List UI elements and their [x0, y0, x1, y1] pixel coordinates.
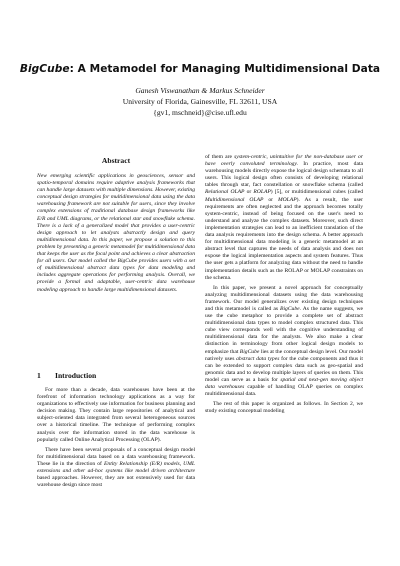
- section-heading-introduction: [37, 371, 195, 380]
- affiliation: University of Florida, Gainesville, FL 32611, USA: [122, 97, 278, 106]
- abstract-body: [37, 173, 195, 294]
- right-paragraph-3: The rest of this paper is organized as follows. In Section 2, we study existing conceptual modeling: [205, 401, 363, 415]
- right-paragraph-2: In this paper, we present a novel approach for conceptually analyzing multidimensional datasets using the data warehousing framework. Our model generalizes over existing design techniques and this metamodel is called as BigCube. As the name suggests, we use the cube metaphor to provide a complete set of abstract multidimensional data types to model complex structured data. This cube view corresponds well with the cognitive understanding of multidimensional data for the analysts. We also make a clear distinction in terminology from other logical design models to emphasize that BigCube lies at the conceptual design level. Our model natively uses abstract data types for the cube components and thus it can be extended to support complex data such as geo-spatial and genomic data and to develop multiple layers of queries on them. This model can serve as a basis for spatial and next-gen moving object data warehouses capable of handling OLAP queries on complex multidimensional data.: [205, 284, 364, 398]
- intro-paragraph-1: For more than a decade, data warehouses have been at the forefront of information technology applications as a way for organizations to effectively use information for business planning and decision making. They contain large repositories of analytical and subject-oriented data integrated from several heterogeneous sources over a historical timeline. The technique of performing complex analysis over the information stored in the data warehouse is popularly called Online Analytical Processing (OLAP).: [37, 387, 195, 443]
- author-email: {gv1, mschneid}@cise.ufl.edu: [153, 108, 247, 117]
- title-bigcube: BigCube: [19, 63, 70, 75]
- paper-title: [0, 63, 400, 75]
- abstract-text: New emerging scientific applications in geosciences, sensor and spatio-temporal domains require adaptive analysis frameworks that can handle large datasets with multiple dimensions. However, existing conceptual design strategies for multidimensional data using the data warehousing framework are not suitable for users, since they involve complex extensions of traditional database design frameworks like E/R and UML diagrams, or the relational star and snowflake schema. There is a lack of a generalized model that provides a user-centric design approach to let analysts abstractly design and query multidimensional data. In this paper, we propose a solution to this problem by presenting a generic metamodel for multidimensional data that keeps the user as the focal point and achieves a clear abstraction for all users. Our model called the BigCube provides users with a set of multidimensional abstract data types for data modeling and includes aggregate operations for performing analysis. Overall, we provide a formal and adaptable, user-centric data warehouse modeling approach to handle large multidimensional datasets.: [37, 173, 195, 293]
- right-column: [205, 154, 363, 415]
- section-number: 1: [37, 371, 41, 380]
- authors: Ganesh Viswanathan & Markus Schneider: [135, 86, 265, 95]
- introduction-body: [37, 387, 195, 489]
- section-title: Introduction: [55, 371, 97, 380]
- right-paragraph-1: of them are system-centric, unintuitive for the non-database user or have overly convoluted terminology. In practice, most data warehousing models directly expose the logical design schemata to all users. This logical design often consists of developing relational tables through star, fact constellation or snowflake schema (called Relational OLAP or ROLAP) [5], or multidimensional cubes (called Multidimensional OLAP or MOLAP). As a result, the user requirements are often neglected and the approach becomes totally system-centric, instead of being focused on the user's need to understand and analyze the complex datasets. Moreover, such direct implementation strategies can lead to an inefficient translation of the data analysis requirements into the design schema. A better approach for multidimensional data modeling is a generic metamodel at an abstract level that captures the needs of data analysis and does not expose the logical implementation aspects and system features. Thus the user gets a platform for analyzing data without the need to handle implementation details such as the ROLAP or MOLAP constraints on the schema.: [205, 154, 364, 281]
- title-rest: : A Metamodel for Managing Multidimensional Data: [69, 63, 381, 75]
- intro-paragraph-2: There have been several proposals of a conceptual design model for multidimensional data based on a data warehousing framework. These lie in the direction of Entity Relationship (E/R) models, UML extensions and other ad-hoc systems like model driven architecture based approaches. However, they are not extensively used for data warehouse design since most: [37, 446, 195, 489]
- abstract-heading: Abstract: [101, 156, 131, 165]
